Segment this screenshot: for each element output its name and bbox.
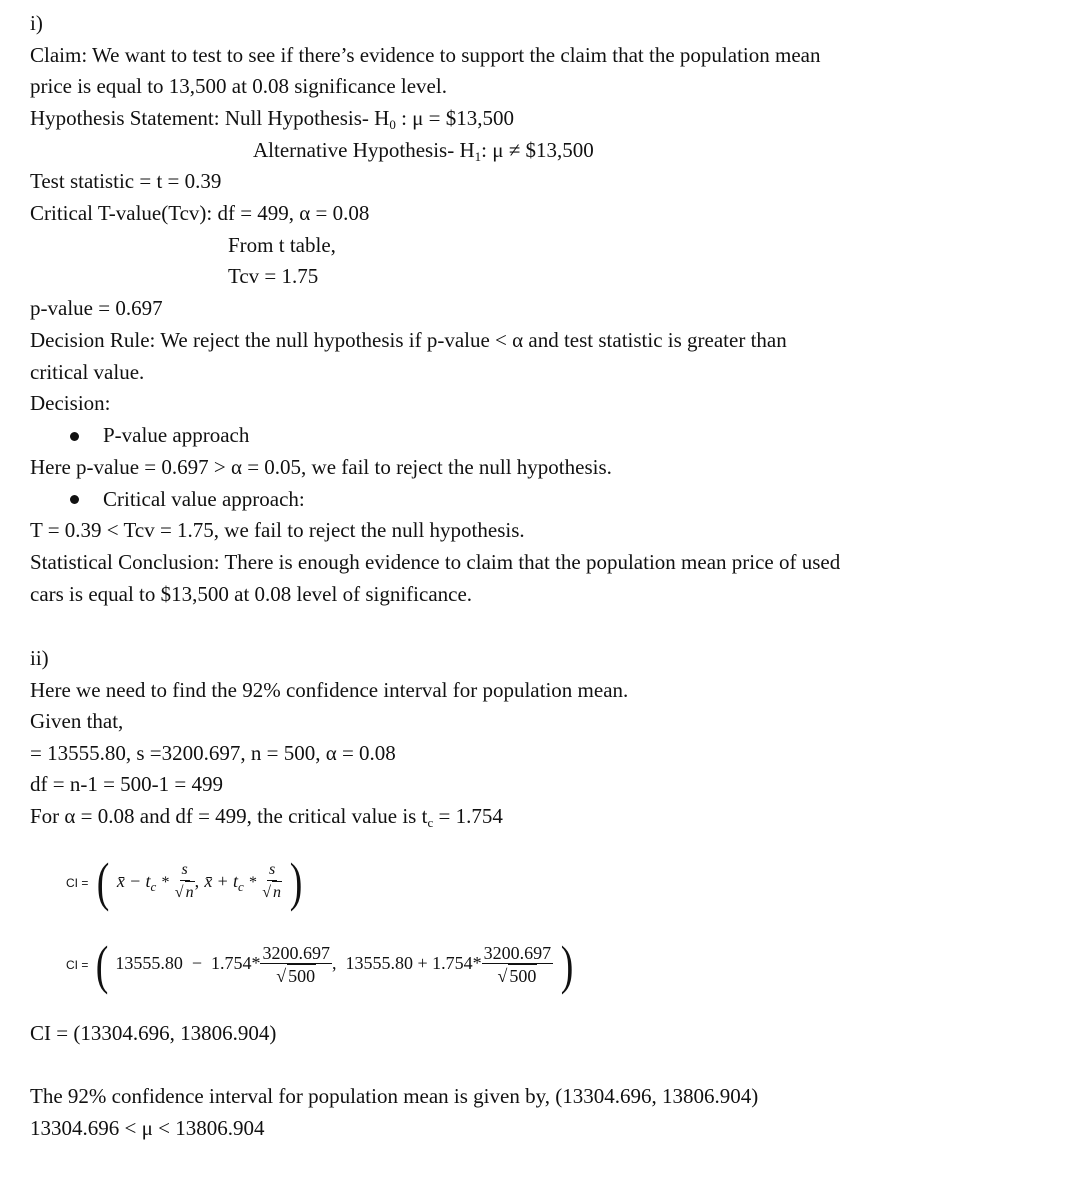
sd-over-root-n: $\frac{3200.697}{√ 500}$ [262,942,330,986]
s-over-root-n: $\frac{s}{√ n}$ [175,860,195,904]
comma-numeric: , [331,953,337,973]
conclusion-line2: cars is equal to $13,500 at 0.08 level of significance. [30,582,473,606]
critical-sub: c [427,815,434,830]
mean-value: 13555.80 [115,953,183,973]
tc-symbol-2: $t_c$ [232,871,244,894]
bullet-pvalue-approach: P-value approach [103,423,250,447]
minus-sign-numeric: − [191,953,202,973]
xbar-symbol: x̄ [116,871,125,891]
part2-label: ii) [30,646,49,670]
conclusion-line1: Statistical Conclusion: There is enough evidence to claim that the population mean price of used [30,550,841,574]
right-paren-icon: ) [560,934,573,995]
decision-heading: Decision: [30,391,111,415]
given-values: = 13555.80, s =3200.697, n = 500, α = 0.08 [30,741,396,765]
critical-rest: = 1.754 [433,804,503,828]
star-sign: * [161,874,170,891]
ci-result: CI = (13304.696, 13806.904) [30,1021,277,1045]
null-hypothesis [30,105,514,138]
alt-rest: : μ ≠ $13,500 [481,138,594,162]
part1-label: i) [30,11,43,35]
critical-prefix: For α = 0.08 and df = 499, the critical value is t [30,804,428,828]
from-table: From t table, [228,233,336,257]
bullet-dot-icon [70,432,79,441]
sd-over-root-n-2: $\frac{3200.697}{√ 500}$ [483,942,552,986]
mean-plus-t: 13555.80 + 1.754* [345,953,482,973]
cv-decision: T = 0.39 < Tcv = 1.75, we fail to reject the null hypothesis. [30,518,525,542]
final-line1: The 92% confidence interval for population mean is given by, (13304.696, 13806.904) [30,1084,759,1108]
bullet-dot-icon [70,495,79,504]
xbar-symbol-2: x̄ [204,871,213,891]
tc-symbol: $t_c$ [145,871,157,894]
star-sign-2: * [249,874,258,891]
claim-line1: Claim: We want to test to see if there’s evidence to support the claim that the population mean [30,43,821,67]
plus-sign: + [217,871,228,891]
right-paren-icon: ) [289,852,303,913]
pvalue-decision: Here p-value = 0.697 > α = 0.05, we fail to reject the null hypothesis. [30,455,612,479]
final-line2: 13304.696 < μ < 13806.904 [30,1116,265,1140]
ci-label-numeric: CI = [66,958,89,972]
degrees-of-freedom: df = n-1 = 500-1 = 499 [30,772,224,796]
rule-line2: critical value. [30,360,145,384]
claim-line2: price is equal to 13,500 at 0.08 significance level. [30,74,447,98]
alt-hypothesis [253,137,594,170]
test-statistic: Test statistic = t = 0.39 [30,169,222,193]
ci-label: CI = [66,876,89,890]
ci-formula-numeric [66,933,576,995]
left-paren-icon: ( [95,934,109,995]
alt-prefix: Alternative Hypothesis- H [253,138,475,162]
hyp-prefix: Hypothesis Statement: Null Hypothesis- H [30,106,390,130]
critical-value: Critical T-value(Tcv): df = 499, α = 0.08 [30,201,370,225]
p-value: p-value = 0.697 [30,296,163,320]
tcv-value: Tcv = 1.75 [228,264,319,288]
alt-sub: 1 [474,149,482,164]
minus-sign: − [130,871,141,891]
s-over-root-n-2: $\frac{s}{√ n}$ [262,860,282,904]
left-paren-icon: ( [96,852,109,913]
comma-sign: , [194,871,200,891]
t-value-star: 1.754* [210,953,261,973]
part2-intro: Here we need to find the 92% confidence interval for population mean. [30,678,629,702]
hyp-null-rest: : μ = $13,500 [395,106,514,130]
ci-formula-symbolic [66,852,305,915]
bullet-critical-approach: Critical value approach: [103,487,305,511]
hyp-null-sub: 0 [389,117,396,132]
critical-t-statement [30,803,503,836]
rule-line1: Decision Rule: We reject the null hypothesis if p-value < α and test statistic is greater than [30,328,787,352]
given-that: Given that, [30,709,124,733]
